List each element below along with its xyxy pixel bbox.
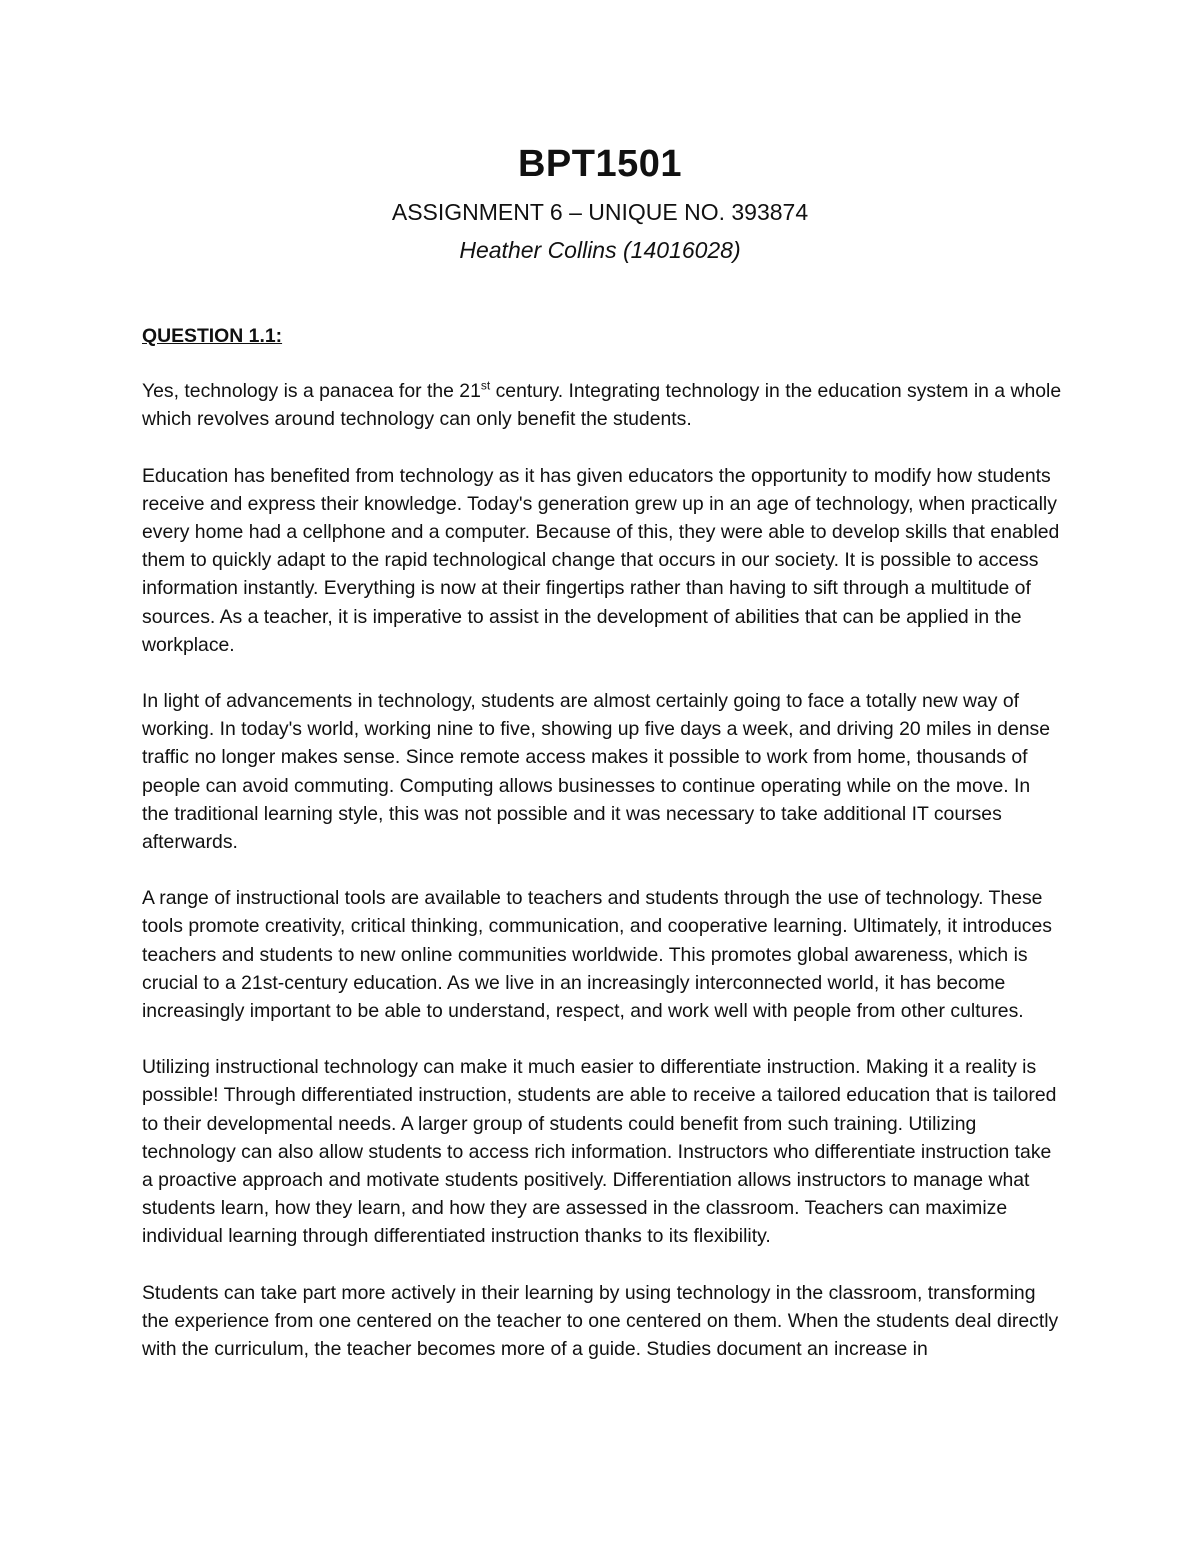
paragraph-1-start: Yes, technology is a panacea for the 21 xyxy=(142,380,481,403)
document-title: BPT1501 xyxy=(517,143,683,185)
paragraph-6: Students can take part more actively in their learning by using technology in the classroom, transforming the experience from one centered on the teacher to one centered on them. When the students deal directly with the curriculum, the teacher becomes more of a guide. Studies document an increase in xyxy=(142,1281,1059,1361)
paragraph-5: Utilizing instructional technology can make it much easier to differentiate instruction. Making it a reality is possible! Through differentiated instruction, students are able to receive a tailored education that is tailored to their developmental needs. A larger group of students could benefit from such training. Utilizing technology can also allow students to access rich information. Instructors who differentiate instruction take a proactive approach and motivate students positively. Differentiation allows instructors to manage what students learn, how they learn, and how they are assessed in the classroom. Teachers can maximize individual learning through differentiated instruction thanks to its flexibility. xyxy=(142,1056,1057,1248)
question-heading: QUESTION 1.1: xyxy=(142,325,283,347)
author-line: Heather Collins (14016028) xyxy=(459,237,741,263)
paragraph-1-superscript: st xyxy=(480,378,491,393)
document-body xyxy=(142,322,1062,1391)
paragraph-4: A range of instructional tools are available to teachers and students through the use of technology. These tools promote creativity, critical thinking, communication, and cooperative learning. Ultimately, it introduces teachers and students to new online communities worldwide. This promotes global awareness, which is crucial to a 21st-century education. As we live in an increasingly interconnected world, it has become increasingly important to be able to understand, respect, and work well with people from other cultures. xyxy=(142,887,1052,1023)
paragraph-1 xyxy=(142,377,1062,433)
paragraph-1-end: century. Integrating technology in the education system in a whole which revolves around technology can only benefit the students. xyxy=(142,380,1062,431)
assignment-subtitle: ASSIGNMENT 6 – UNIQUE NO. 393874 xyxy=(391,199,809,225)
paragraph-3: In light of advancements in technology, students are almost certainly going to face a totally new way of working. In today's world, working nine to five, showing up five days a week, and driving 20 miles in dense traffic no longer makes sense. Since remote access makes it possible to work from home, thousands of people can avoid commuting. Computing allows businesses to continue operating while on the move. In the traditional learning style, this was not possible and it was necessary to take additional IT courses afterwards. xyxy=(142,690,1050,854)
paragraph-2: Education has benefited from technology as it has given educators the opportunity to modify how students receive and express their knowledge. Today's generation grew up in an age of technology, when practically every home had a cellphone and a computer. Because of this, they were able to develop skills that enabled them to quickly adapt to the rapid technological change that occurs in our society. It is possible to access information instantly. Everything is now at their fingertips rather than having to sift through a multitude of sources. As a teacher, it is imperative to assist in the development of abilities that can be applied in the workplace. xyxy=(142,464,1060,656)
